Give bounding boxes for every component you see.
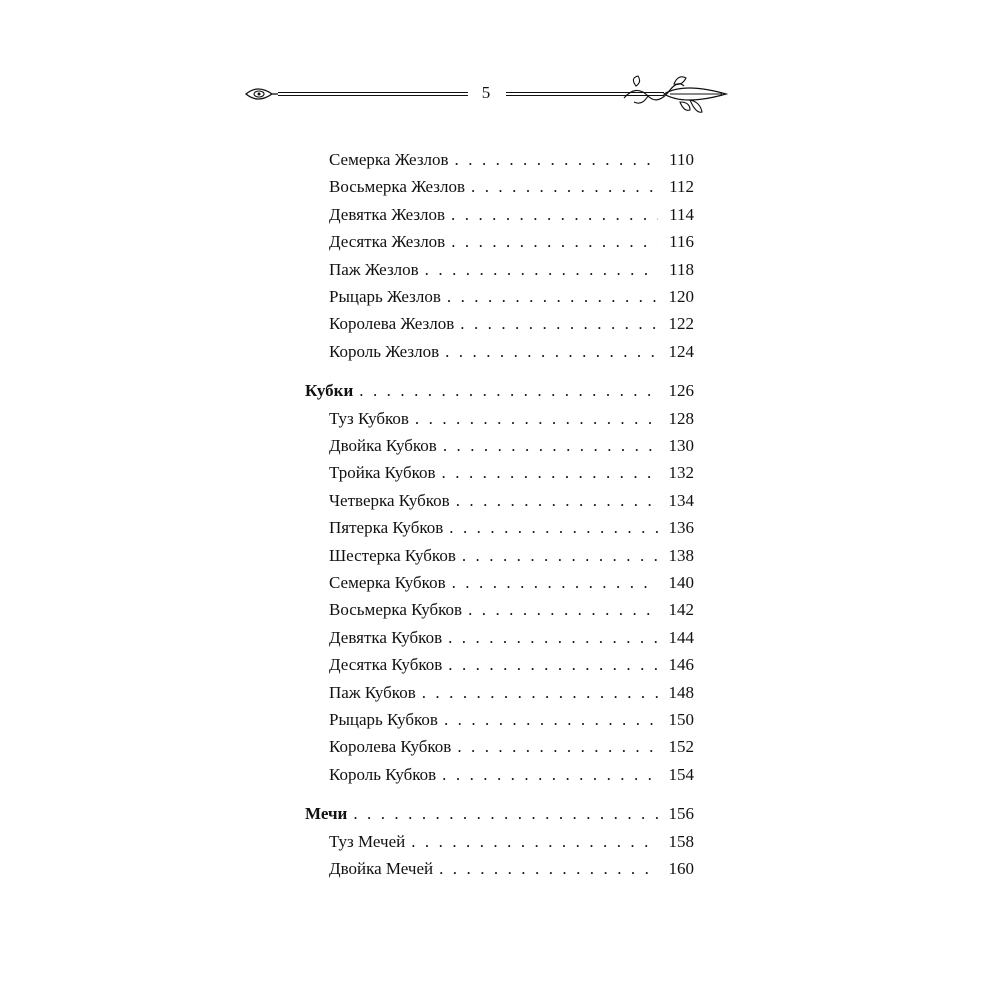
- toc-entry-title: Пятерка Кубков: [329, 518, 444, 538]
- toc-section-entry: [305, 378, 694, 404]
- toc-entry: [329, 734, 694, 760]
- toc-section-entry: [305, 801, 694, 827]
- toc-entry-title: Туз Кубков: [329, 408, 409, 428]
- toc-entry-title: Восьмерка Жезлов: [329, 177, 466, 197]
- toc-entry: [329, 543, 694, 569]
- dot-leader: [456, 488, 658, 514]
- dot-leader: [452, 570, 658, 596]
- toc-entry-page-number: 152: [668, 737, 694, 757]
- toc-entry: [329, 707, 694, 733]
- toc-entry-page-number: 138: [668, 545, 694, 565]
- dot-leader: [462, 543, 658, 569]
- toc-entry-page-number: 132: [668, 463, 694, 483]
- toc-entry: [329, 829, 694, 855]
- toc-entry: [329, 229, 694, 255]
- dot-leader: [445, 339, 658, 365]
- toc-entry: [329, 311, 694, 337]
- dot-leader: [468, 597, 658, 623]
- dot-leader: [411, 829, 658, 855]
- dot-leader: [439, 856, 658, 882]
- toc-entry-page-number: 120: [668, 287, 694, 306]
- dot-leader: [448, 625, 658, 651]
- toc-entry: [329, 460, 694, 486]
- toc-entry-page-number: 126: [668, 381, 694, 401]
- toc-entry-title: Шестерка Кубков: [329, 545, 456, 565]
- toc-entry-title: Король Жезлов: [329, 341, 440, 361]
- toc-entry-title: Двойка Кубков: [329, 436, 437, 455]
- toc-entry-page-number: 122: [668, 314, 694, 334]
- toc-entry-title: Семерка Жезлов: [329, 150, 449, 169]
- toc-entry-title: Мечи: [305, 804, 348, 824]
- page-number: 5: [481, 83, 491, 102]
- toc-entry: [329, 488, 694, 514]
- toc-entry-title: Четверка Кубков: [329, 490, 450, 510]
- dot-leader: [415, 406, 658, 432]
- toc-entry: [329, 202, 694, 228]
- toc-entry-page-number: 124: [668, 341, 694, 361]
- toc-entry-title: Паж Жезлов: [329, 259, 419, 279]
- toc-entry: [329, 257, 694, 283]
- dot-leader: [451, 229, 658, 255]
- toc-entry: [329, 147, 694, 173]
- toc-entry: [329, 284, 694, 310]
- toc-entry-page-number: 140: [668, 573, 694, 592]
- toc-entry: [329, 406, 694, 432]
- toc-entry-title: Девятка Кубков: [329, 627, 443, 647]
- toc-entry-page-number: 146: [668, 655, 694, 675]
- toc-entry: [329, 625, 694, 651]
- toc-entry: [329, 762, 694, 788]
- toc-entry-page-number: 134: [668, 490, 694, 510]
- toc-entry-title: Кубки: [305, 381, 354, 401]
- dot-leader: [451, 202, 658, 228]
- toc-entry-page-number: 156: [668, 804, 694, 824]
- toc-entry-page-number: 148: [668, 682, 694, 702]
- dot-leader: [442, 460, 658, 486]
- dot-leader: [457, 734, 658, 760]
- toc-entry-title: Королева Кубков: [329, 737, 452, 757]
- toc-entry-title: Рыцарь Кубков: [329, 710, 438, 729]
- toc-entry-page-number: 160: [668, 859, 694, 878]
- toc-entry-title: Семерка Кубков: [329, 573, 446, 592]
- toc-entry: [329, 174, 694, 200]
- toc-entry: [329, 856, 694, 882]
- toc-entry-title: Двойка Мечей: [329, 859, 434, 878]
- toc-entry-page-number: 154: [668, 764, 694, 784]
- dot-leader: [460, 311, 658, 337]
- toc-entry-page-number: 144: [668, 627, 694, 647]
- toc-entry-title: Туз Мечей: [329, 831, 406, 851]
- toc-entry-page-number: 158: [668, 831, 694, 851]
- toc-entry-page-number: 110: [669, 150, 694, 169]
- dot-leader: [359, 378, 658, 404]
- dot-leader: [425, 257, 658, 283]
- toc-entry-title: Восьмерка Кубков: [329, 600, 463, 620]
- dot-leader: [455, 147, 658, 173]
- toc-entry-title: Тройка Кубков: [329, 463, 436, 483]
- toc-entry-page-number: 130: [668, 436, 694, 455]
- toc-entry-page-number: 142: [668, 600, 694, 620]
- dot-leader: [442, 762, 658, 788]
- toc-entry-title: Король Кубков: [329, 764, 437, 784]
- toc-entry-title: Девятка Жезлов: [329, 204, 446, 224]
- dot-leader: [422, 680, 658, 706]
- toc-entry: [329, 515, 694, 541]
- toc-entry-title: Королева Жезлов: [329, 314, 455, 334]
- dot-leader: [449, 515, 658, 541]
- dot-leader: [447, 284, 658, 310]
- toc-entry: [329, 652, 694, 678]
- toc-entry-page-number: 128: [668, 408, 694, 428]
- dot-leader: [471, 174, 658, 200]
- toc-entry-title: Рыцарь Жезлов: [329, 287, 441, 306]
- dot-leader: [448, 652, 658, 678]
- toc-entry-title: Десятка Жезлов: [329, 232, 446, 252]
- toc-entry: [329, 433, 694, 459]
- toc-entry-page-number: 114: [669, 204, 694, 224]
- toc-entry: [329, 597, 694, 623]
- toc-entry-title: Десятка Кубков: [329, 655, 443, 675]
- toc-entry-title: Паж Кубков: [329, 682, 416, 702]
- toc-entry-page-number: 136: [668, 518, 694, 538]
- toc-entry-page-number: 112: [669, 177, 694, 197]
- toc-entry: [329, 570, 694, 596]
- dot-leader: [353, 801, 658, 827]
- toc-entry-page-number: 116: [669, 232, 694, 252]
- toc-entry-page-number: 118: [669, 259, 694, 279]
- toc-entry: [329, 339, 694, 365]
- toc-entry-page-number: 150: [668, 710, 694, 729]
- dot-leader: [443, 433, 658, 459]
- dot-leader: [444, 707, 658, 733]
- toc-entry: [329, 680, 694, 706]
